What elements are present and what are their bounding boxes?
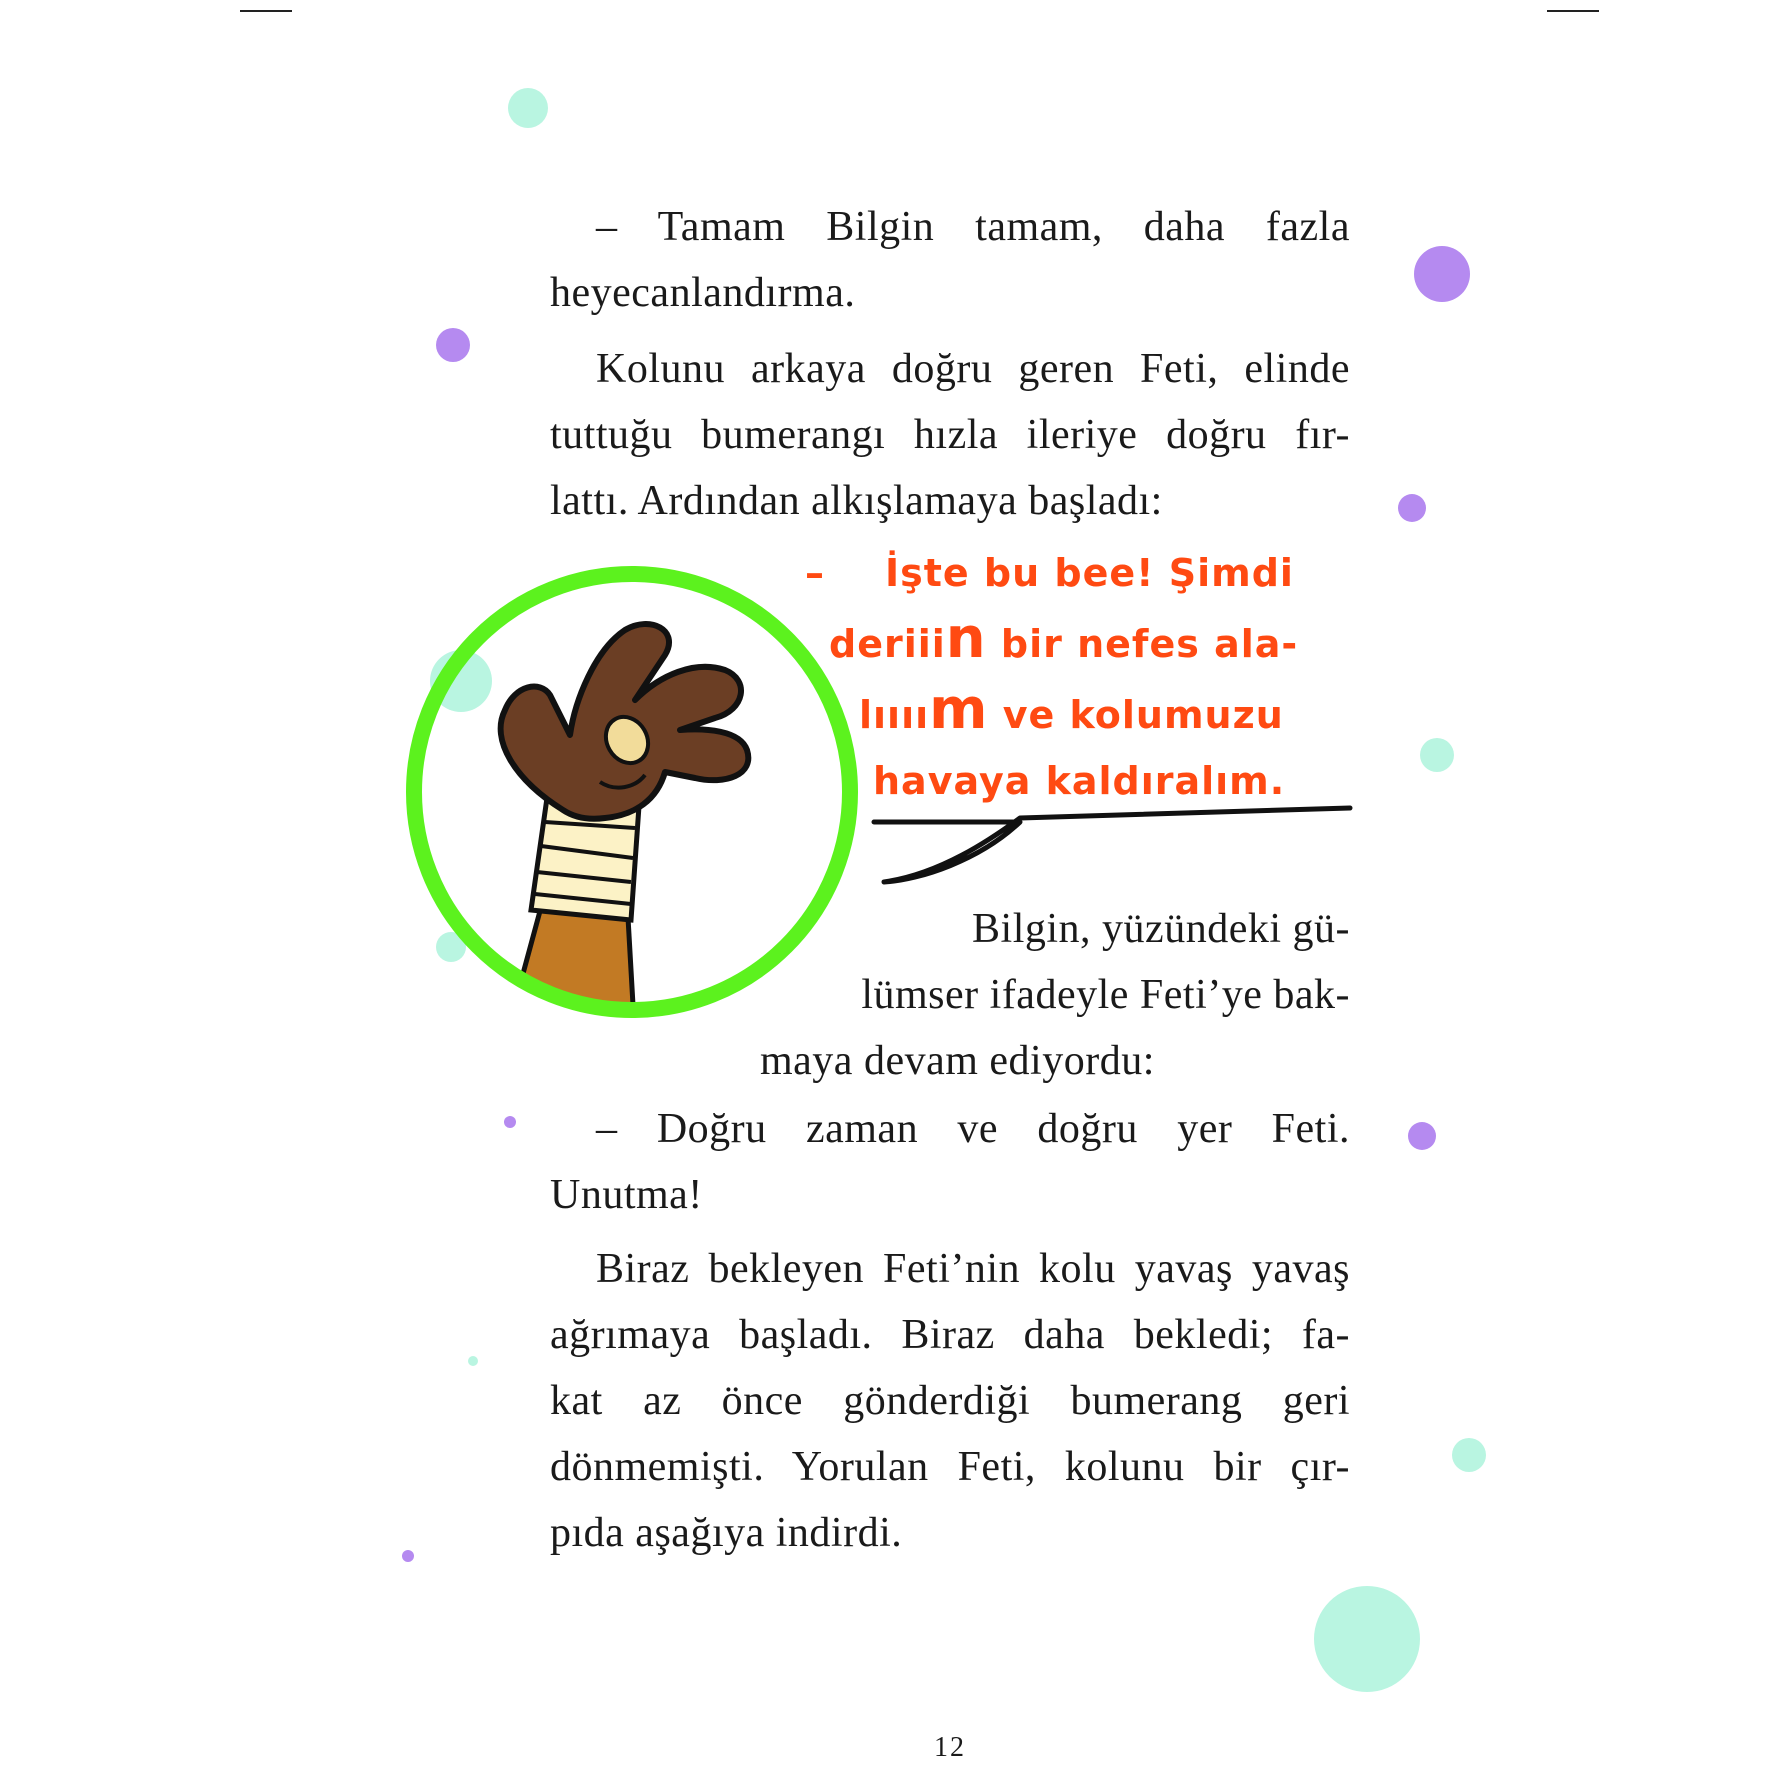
text-line: – Tamam Bilgin tamam, daha fazla [596,204,1350,250]
decor-dot [402,1550,414,1562]
decor-dot [1398,494,1426,522]
text-line: tuttuğu bumerangı hızla ileriye doğru fır- [550,412,1350,458]
text-line: ağrımaya başladı. Biraz daha bekledi; fa- [550,1312,1350,1358]
text-line: Bilgin, yüzündeki gü- [972,906,1350,952]
text-line: kat az önce gönderdiği bumerang geri [550,1378,1350,1424]
crop-mark-left [240,10,292,12]
text-line: heyecanlandırma. [550,270,856,316]
text-line: pıda aşağıya indirdi. [550,1510,903,1556]
decor-dot [468,1356,478,1366]
speech-text: deriii [829,622,946,666]
speech-bubble-tail [860,800,1360,890]
text-line: – Doğru zaman ve doğru yer Feti. [596,1106,1350,1152]
decor-dot [1408,1122,1436,1150]
speech-text: bir nefes ala- [986,622,1299,666]
speech-text: havaya kaldıralım. [873,759,1286,803]
paragraph-3 [760,896,1350,1094]
speech-line [829,606,1325,677]
speech-text: İşte bu bee! Şimdi [885,551,1294,595]
decor-dot [1420,738,1454,772]
crop-mark-right [1547,10,1599,12]
decor-dot [504,1116,516,1128]
speech-emphasis: m [929,677,989,742]
decor-dot [508,88,548,128]
page-number: 12 [934,1732,966,1763]
speech-line [859,677,1325,748]
text-line: lattı. Ardından alkışlamaya başladı: [550,478,1163,524]
speech-text: ve kolumuzu [988,693,1284,737]
text-line: Unutma! [550,1172,703,1218]
text-line: Kolunu arkaya doğru geren Feti, elinde [596,346,1350,392]
speech-line [805,540,1325,606]
text-line: Biraz bekleyen Feti’nin kolu yavaş yavaş [596,1246,1350,1292]
paragraph-4 [550,1096,1350,1228]
decor-dot [1452,1438,1486,1472]
paragraph-1 [550,194,1350,326]
decor-dot [1314,1586,1420,1692]
speech-emphasis: n [945,606,987,671]
speech-dash: – [805,551,825,595]
speech-bubble-text [805,540,1325,814]
text-line: lümser ifadeyle Feti’ye bak- [861,972,1350,1018]
speech-text: lıııı [859,693,930,737]
paragraph-2 [550,336,1350,534]
paragraph-5 [550,1236,1350,1566]
decor-dot [436,328,470,362]
text-line: maya devam ediyordu: [760,1038,1155,1084]
decor-dot [1414,246,1470,302]
text-line: dönmemişti. Yorulan Feti, kolunu bir çır- [550,1444,1350,1490]
